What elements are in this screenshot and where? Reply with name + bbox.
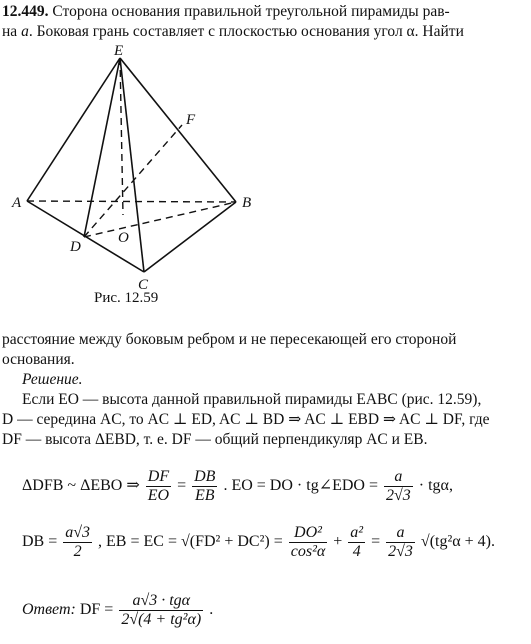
formula-2 bbox=[22, 524, 495, 561]
label-B: B bbox=[242, 195, 252, 211]
label-E: E bbox=[114, 43, 124, 59]
solution-line-1: Если EO — высота данной правильной пирамиды EABC (рис. 12.59), bbox=[22, 391, 482, 408]
f2-end: √(tg²α + 4). bbox=[420, 533, 495, 551]
answer-end: . bbox=[209, 601, 214, 619]
f2-plus: + bbox=[333, 533, 343, 551]
f2-frac-4: $\frac{a}{2√3}$ bbox=[388, 524, 413, 560]
solution-line-3: DF — высота ΔEBD, т. е. DF — общий перпендикуляр AC и EB. bbox=[2, 431, 428, 448]
problem-text-2a: на bbox=[2, 23, 22, 40]
label-F: F bbox=[186, 112, 196, 128]
formula-1 bbox=[22, 468, 453, 505]
label-D: D bbox=[70, 239, 81, 255]
answer-lhs: DF = bbox=[79, 601, 114, 619]
label-A: A bbox=[12, 195, 22, 211]
f1-frac-2: $\frac{DB}{EB}$ bbox=[194, 468, 216, 504]
f1-frac-3: $\frac{a}{2√3}$ bbox=[386, 468, 411, 504]
answer-label: Ответ: bbox=[22, 601, 76, 619]
label-C: C bbox=[138, 277, 149, 293]
label-O: O bbox=[118, 230, 129, 246]
problem-text-1: Сторона основания правильной треугольной пирамиды рав- bbox=[52, 3, 450, 20]
problem-line-4: основания. bbox=[2, 351, 75, 368]
problem-text-2b: . Боковая грань составляет с плоскостью основания угол α. Найти bbox=[28, 23, 464, 40]
solution-line-2: D — середина AC, то AC ⊥ ED, AC ⊥ BD ⇒ AC ⊥ EBD ⇒ AC ⊥ DF, где bbox=[2, 411, 490, 428]
f1-frac-1: $\frac{DF}{EO}$ bbox=[147, 468, 170, 504]
f1-eq: = bbox=[177, 477, 187, 495]
problem-line-3: расстояние между боковым ребром и не пересекающей его стороной bbox=[2, 331, 457, 348]
edge-EB bbox=[120, 58, 236, 202]
edge-AB-hidden bbox=[27, 201, 236, 202]
answer bbox=[22, 592, 213, 629]
f1-lhs: ΔDFB ~ ΔEBO ⇒ bbox=[22, 477, 140, 495]
f2-eq: = bbox=[371, 533, 381, 551]
figure-caption: Рис. 12.59 bbox=[94, 290, 159, 306]
pyramid-figure bbox=[0, 0, 531, 300]
f2-frac-1: $\frac{a√3}{2}$ bbox=[65, 524, 91, 560]
solution-heading: Решение. bbox=[22, 371, 83, 388]
f2-frac-3: $\frac{\text{a²}}{4}$ bbox=[350, 524, 364, 560]
f1-mid: . EO = DO · tg∠EDO = bbox=[223, 477, 378, 495]
segment-DF-hidden bbox=[84, 125, 182, 237]
f1-end: · tgα, bbox=[418, 477, 453, 495]
f2-frac-2: $\frac{\text{DO²}}{\text{cos²α}}$ bbox=[290, 524, 326, 560]
answer-frac: $\frac{\text{a√3 · tgα}}{\text{2√(4 + tg²α)}}$ bbox=[121, 592, 202, 628]
problem-number: 12.449. bbox=[2, 3, 49, 20]
f2-mid: , EB = EC = √(FD² + DC²) = bbox=[98, 533, 283, 551]
problem-var-a: a bbox=[21, 23, 29, 40]
f2-db: DB = bbox=[22, 533, 58, 551]
